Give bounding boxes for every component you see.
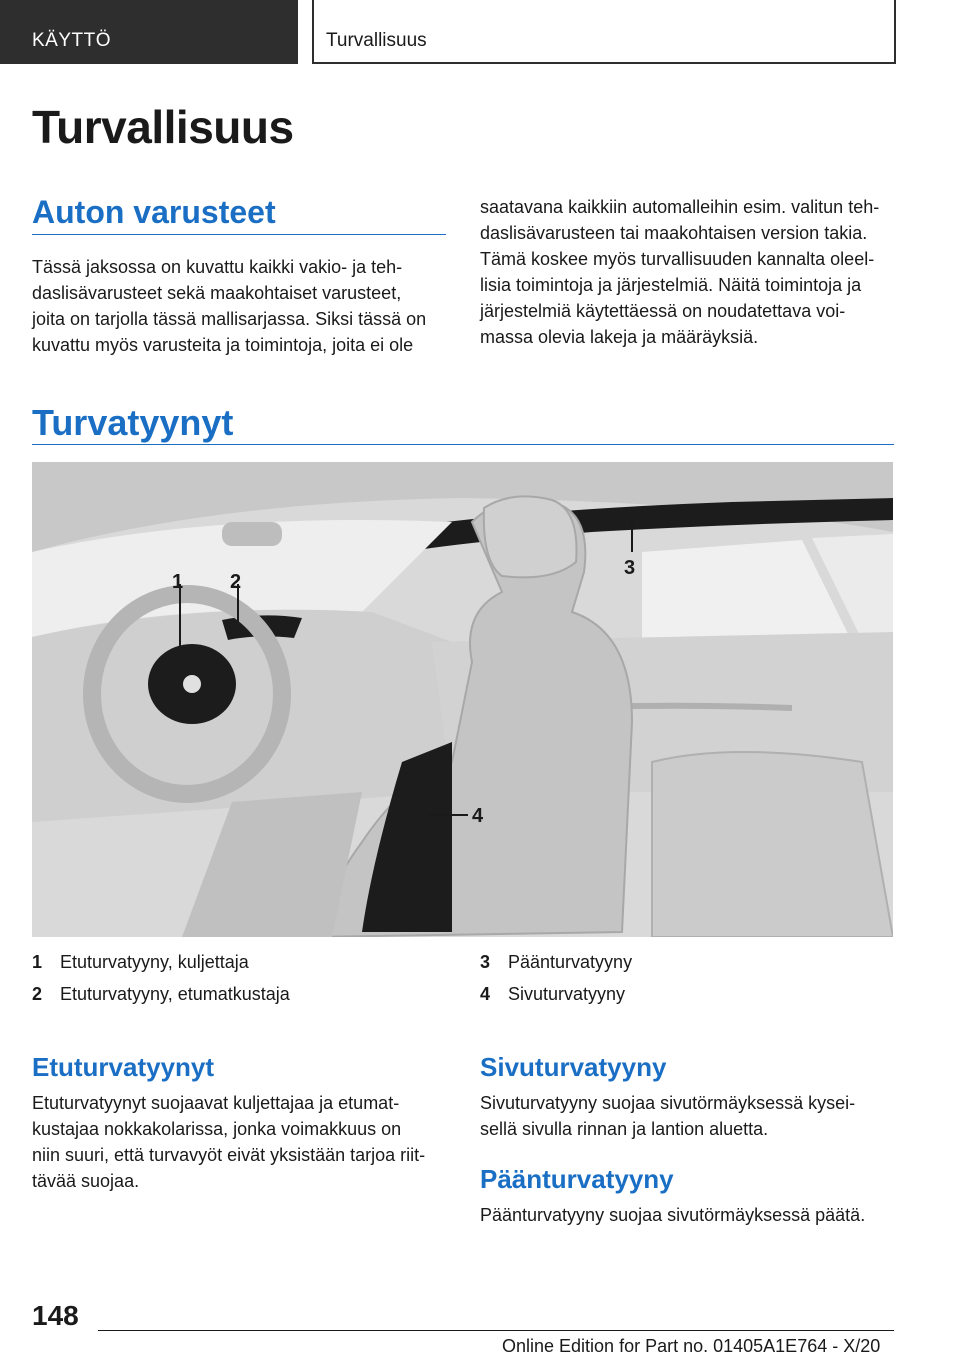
side-airbag-heading: Sivuturvatyyny (480, 1052, 667, 1082)
header-chapter-tab (312, 0, 896, 64)
legend-text: Etuturvatyyny, kuljettaja (60, 952, 249, 972)
airbags-heading: Turvatyynyt (32, 402, 234, 443)
legend-item (480, 978, 632, 1010)
text-line: Päänturvatyyny suojaa sivutörmäyksessä päätä. (480, 1205, 866, 1225)
text-line: Sivuturvatyyny suojaa sivutörmäyksessä kysei‐ (480, 1093, 856, 1113)
text-line: järjestelmiä käytettäessä on noudatettava voi‐ (480, 301, 846, 321)
head-airbag-heading: Päänturvatyyny (480, 1164, 674, 1194)
equipment-text-right (480, 194, 879, 350)
legend-text: Sivuturvatyyny (508, 984, 626, 1004)
legend-num: 4 (480, 984, 491, 1004)
front-airbags-text (32, 1090, 425, 1194)
legend-num: 3 (480, 952, 491, 972)
page-title: Turvallisuus (32, 101, 294, 153)
text-line: daslisävarusteet sekä maakohtaiset varusteet, (32, 283, 402, 303)
equipment-heading: Auton varusteet (32, 194, 276, 230)
text-line: tävää suojaa. (32, 1171, 140, 1191)
callout-4: 4 (472, 805, 484, 827)
legend-text: Etuturvatyyny, etumatkustaja (60, 984, 290, 1004)
text-line: kuvattu myös varusteita ja toimintoja, joita ei ole (32, 335, 414, 355)
text-line: Etuturvatyynyt suojaavat kuljettajaa ja etumat‐ (32, 1093, 400, 1113)
text-line: lisia toimintoja ja järjestelmiä. Näitä toimintoja ja (480, 275, 862, 295)
text-line: Tässä jaksossa on kuvattu kaikki vakio- ja teh‐ (32, 257, 403, 277)
equipment-heading-rule (32, 234, 446, 235)
front-airbags-heading: Etuturvatyynyt (32, 1052, 215, 1082)
header-chapter-label: Turvallisuus (326, 30, 427, 51)
callout-3: 3 (624, 557, 636, 579)
head-airbag-text (480, 1202, 865, 1228)
text-line: niin suuri, että turvavyöt eivät yksistään tarjoa riit‐ (32, 1145, 426, 1165)
legend-right (480, 946, 632, 1010)
legend-num: 2 (32, 984, 43, 1004)
airbags-heading-rule (32, 444, 894, 445)
airbag-illustration (32, 462, 893, 937)
header-section-tab (0, 0, 298, 64)
interior-drawing (32, 462, 893, 937)
legend-item (32, 978, 290, 1010)
text-line: daslisävarusteen tai maakohtaisen version takia. (480, 223, 868, 243)
callout-1: 1 (172, 571, 184, 593)
text-line: saatavana kaikkiin automalleihin esim. valitun teh‐ (480, 197, 880, 217)
callout-2: 2 (230, 571, 242, 593)
text-line: Tämä koskee myös turvallisuuden kannalta oleel‐ (480, 249, 875, 269)
text-line: kustajaa nokkakolarissa, jonka voimakkuus on (32, 1119, 402, 1139)
legend-text: Päänturvatyyny (508, 952, 633, 972)
side-airbag-text (480, 1090, 855, 1142)
footer-rule (98, 1330, 894, 1331)
equipment-text-left (32, 254, 426, 358)
legend-num: 1 (32, 952, 43, 972)
legend-left (32, 946, 290, 1010)
text-line: joita on tarjolla tässä mallisarjassa. Siksi tässä on (32, 309, 427, 329)
legend-item (480, 946, 632, 978)
page-number: 148 (32, 1300, 79, 1331)
text-line: massa olevia lakeja ja määräyksiä. (480, 327, 759, 347)
text-line: sellä sivulla rinnan ja lantion aluetta. (480, 1119, 769, 1139)
footer-edition-text: Online Edition for Part no. 01405A1E764 - X/20 (502, 1336, 881, 1356)
legend-item (32, 946, 290, 978)
header-section-label: KÄYTTÖ (32, 30, 112, 51)
